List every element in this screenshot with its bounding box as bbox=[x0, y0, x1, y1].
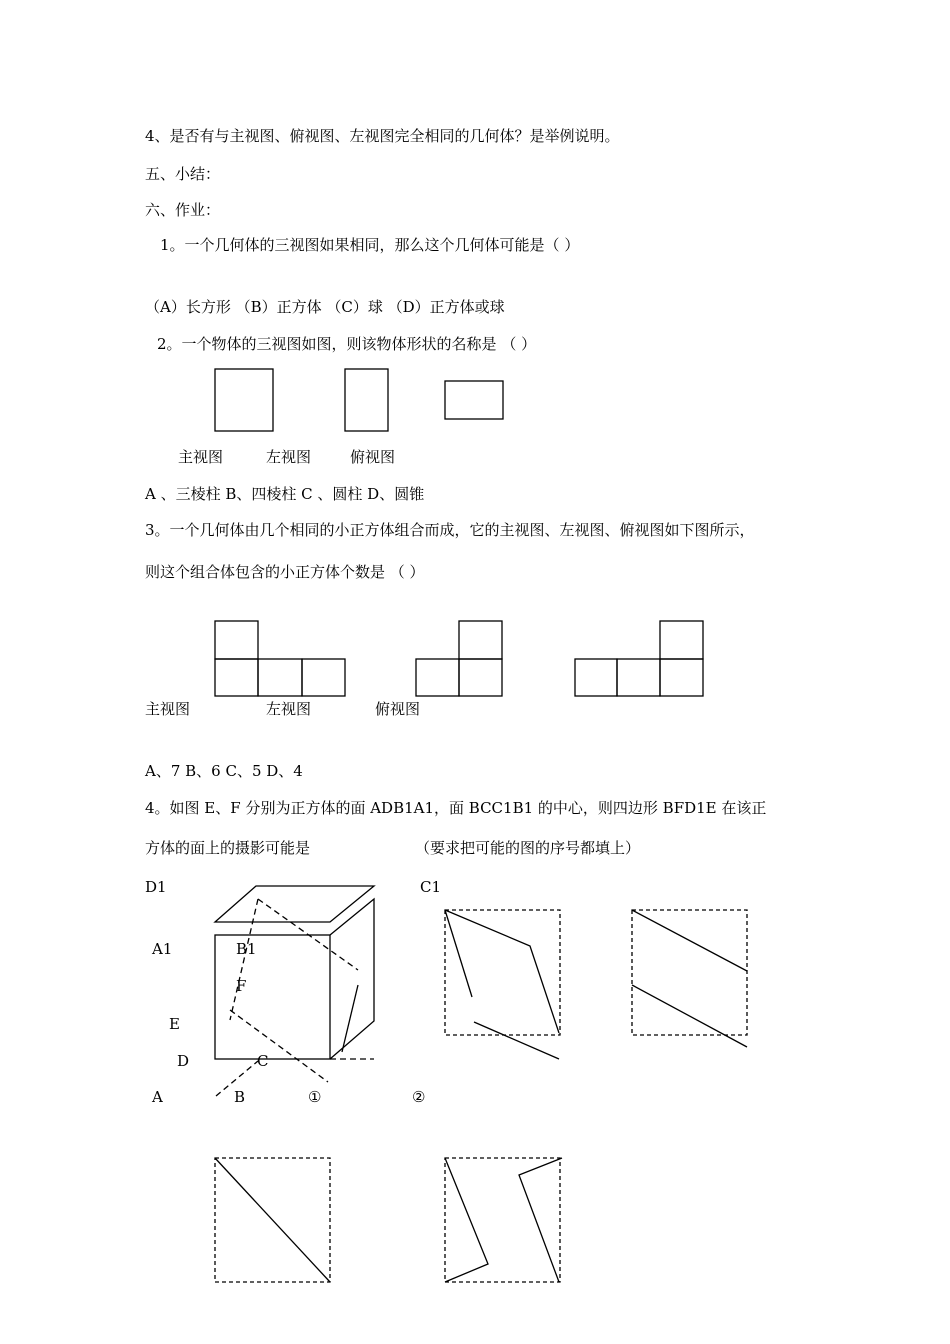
hw3-question-line2: 则这个组合体包含的小正方体个数是 （ ） bbox=[145, 563, 425, 581]
fig2-left-view bbox=[345, 369, 388, 431]
label-F: F bbox=[236, 977, 247, 995]
label-D1: D1 bbox=[145, 878, 167, 896]
summary-heading: 五、小结： bbox=[145, 165, 221, 183]
hw1-options: （A）长方形 （B）正方体 （C）球 （D）正方体或球 bbox=[145, 298, 505, 316]
fig3-top-view bbox=[575, 621, 703, 696]
label-B1: B1 bbox=[236, 940, 257, 958]
homework-heading: 六、作业： bbox=[145, 201, 221, 219]
hw4-question-line2a: 方体的面上的摄影可能是 bbox=[145, 839, 311, 857]
fig2-top-label: 俯视图 bbox=[350, 448, 396, 466]
q4-intro: 4、是否有与主视图、俯视图、左视图完全相同的几何体？是举例说明。 bbox=[145, 127, 620, 145]
fig2-left-label: 左视图 bbox=[266, 448, 312, 466]
hw1-question: 1。一个几何体的三视图如果相同，那么这个几何体可能是（ ） bbox=[160, 236, 580, 254]
label-E: E bbox=[169, 1015, 180, 1033]
option-1-figure bbox=[445, 910, 560, 1059]
fig3-left-view bbox=[416, 621, 502, 696]
fig2-front-label: 主视图 bbox=[178, 448, 224, 466]
hw4-question-line2b: （要求把可能的图的序号都填上） bbox=[415, 839, 641, 857]
fig2-top-view bbox=[445, 381, 503, 419]
option-3-figure bbox=[215, 1158, 330, 1282]
fig3-front-label: 主视图 bbox=[145, 700, 191, 718]
fig3-left-label: 左视图 bbox=[266, 700, 312, 718]
label-D: D bbox=[177, 1052, 190, 1070]
fig2-front-view bbox=[215, 369, 273, 431]
label-B: B bbox=[234, 1088, 246, 1106]
label-C: C bbox=[257, 1052, 269, 1070]
label-A: A bbox=[152, 1088, 163, 1106]
fig3-top-label: 俯视图 bbox=[375, 700, 421, 718]
option-mark-one: ① bbox=[308, 1088, 322, 1106]
option-2-figure bbox=[632, 910, 747, 1047]
hw3-options: A、7 B、6 C、5 D、4 bbox=[145, 762, 303, 780]
cube-figure bbox=[215, 886, 374, 1096]
option-4-figure bbox=[445, 1158, 562, 1282]
option-mark-two: ② bbox=[412, 1088, 426, 1106]
hw2-question: 2。一个物体的三视图如图，则该物体形状的名称是 （ ） bbox=[157, 335, 537, 353]
hw2-options: A 、三棱柱 B、四棱柱 C 、圆柱 D、圆锥 bbox=[145, 485, 425, 503]
label-C1: C1 bbox=[420, 878, 442, 896]
hw4-question-line1: 4。如图 E、F 分别为正方体的面 ADB1A1，面 BCC1B1 的中心，则四边形 BFD1E 在该正 bbox=[145, 799, 767, 817]
fig3-front-view bbox=[215, 621, 345, 696]
hw3-question-line1: 3。一个几何体由几个相同的小正方体组合而成，它的主视图、左视图、俯视图如下图所示， bbox=[145, 521, 755, 539]
label-A1: A1 bbox=[152, 940, 173, 958]
